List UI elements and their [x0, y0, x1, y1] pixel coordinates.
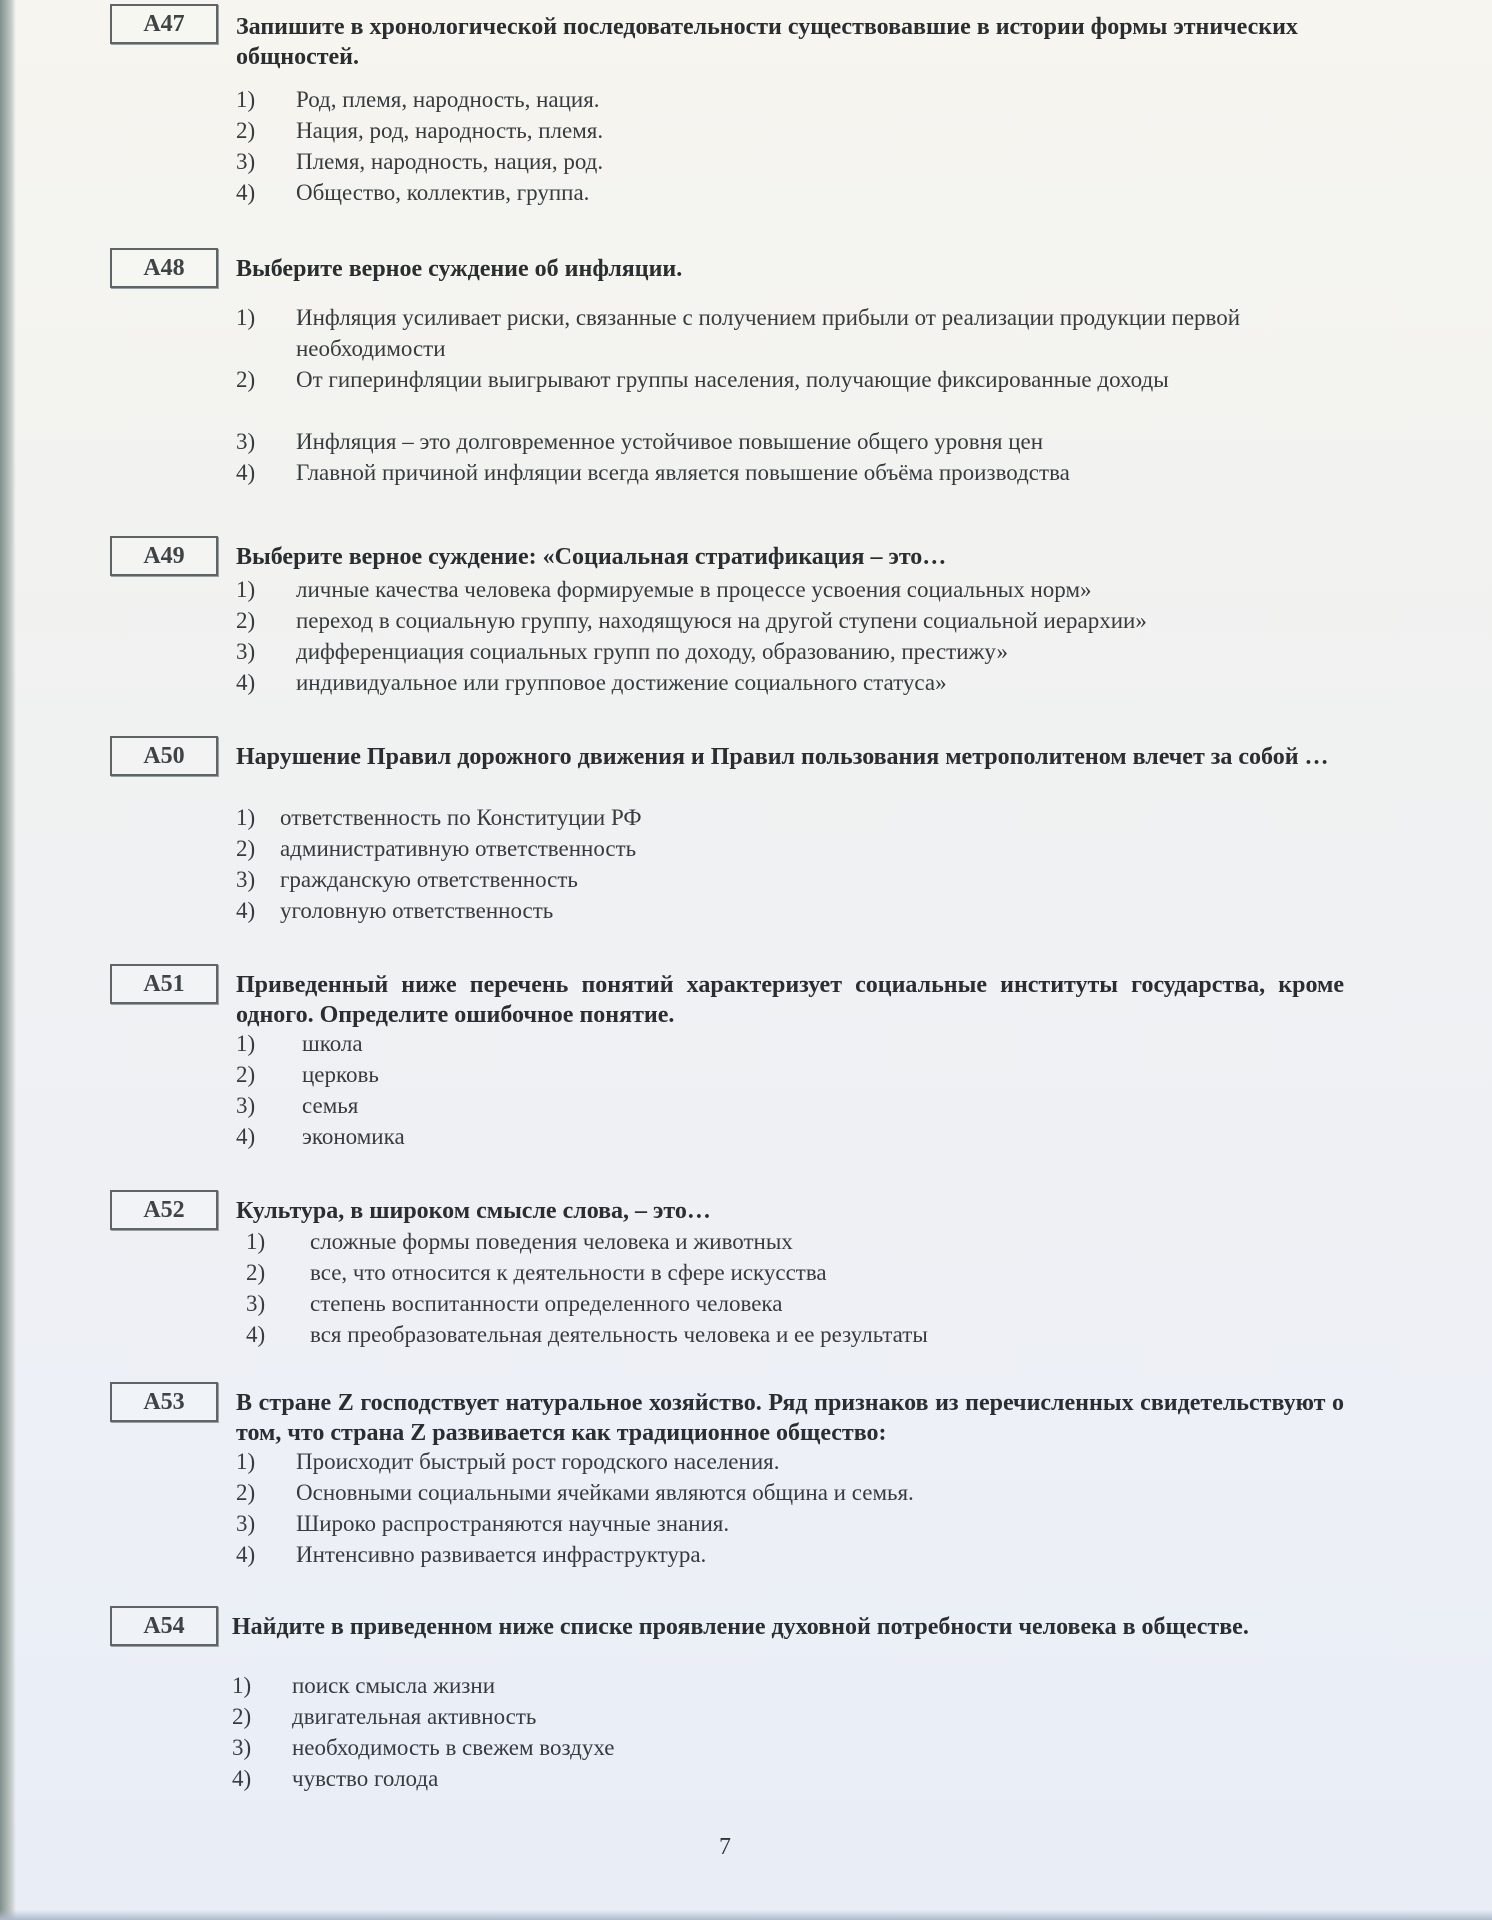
option-number: 1) — [236, 1449, 256, 1474]
option-number: 4) — [236, 180, 256, 205]
option — [236, 1090, 1356, 1121]
option-text: церковь — [302, 1062, 379, 1087]
option-text: сложные формы поведения человека и животных — [310, 1229, 793, 1254]
question-number: А47 — [110, 4, 218, 44]
option-number: 2) — [236, 118, 256, 143]
option-number: 1) — [232, 1673, 252, 1698]
option-number: 1) — [236, 305, 256, 330]
question-number: А53 — [110, 1382, 218, 1422]
option-number: 4) — [236, 670, 256, 695]
question-stem: Выберите верное суждение об инфляции. — [236, 256, 683, 282]
option-text: Инфляция усиливает риски, связанные с получением прибыли от реализации продукции первой необходимости — [296, 305, 1241, 361]
option-text: Нация, род, народность, племя. — [296, 118, 604, 143]
option — [236, 1446, 1356, 1477]
option-number: 4) — [236, 460, 256, 485]
options-list — [232, 1670, 1352, 1794]
option-text: школа — [302, 1031, 363, 1056]
options-list — [236, 574, 1356, 698]
option-text: двигательная активность — [292, 1704, 537, 1729]
option — [236, 146, 1356, 177]
option-text: Интенсивно развивается инфраструктура. — [296, 1542, 707, 1567]
options-list — [236, 302, 1356, 488]
question-number: А54 — [110, 1606, 218, 1646]
option-number: 4) — [246, 1322, 266, 1347]
option-number: 4) — [236, 898, 256, 923]
option — [236, 895, 1356, 926]
option — [236, 833, 1356, 864]
option — [236, 84, 1356, 115]
options-list — [236, 802, 1356, 926]
option-number: 3) — [232, 1735, 252, 1760]
option — [236, 364, 1356, 426]
option-number: 1) — [236, 577, 256, 602]
page-left-edge — [0, 0, 16, 1920]
option — [236, 1477, 1356, 1508]
option — [236, 1028, 1356, 1059]
question-stem: Найдите в приведенном ниже списке проявление духовной потребности человека в обществе. — [232, 1614, 1249, 1640]
option-text: ответственность по Конституции РФ — [280, 805, 642, 830]
option-text: поиск смысла жизни — [292, 1673, 496, 1698]
question-number: А52 — [110, 1190, 218, 1230]
question-number: А48 — [110, 248, 218, 288]
question-stem: Запишите в хронологической последовательности существовавшие в истории формы этнических общностей. — [236, 14, 1298, 70]
option-text: Род, племя, народность, нация. — [296, 87, 600, 112]
question-stem: В стране Z господствует натуральное хозяйство. Ряд признаков из перечисленных свидетельствуют о том, что страна Z развивается как традиционное общество: — [236, 1390, 1344, 1446]
question-stem: Приведенный ниже перечень понятий характеризует социальные институты государства, кроме одного. Определите ошибочное понятие. — [236, 972, 1344, 1028]
question-stem: Выберите верное суждение: «Социальная стратификация – это… — [236, 544, 947, 570]
question-stem: Культура, в широком смысле слова, – это… — [236, 1198, 711, 1224]
option-text: Происходит быстрый рост городского населения. — [296, 1449, 780, 1474]
option-text: переход в социальную группу, находящуюся на другой ступени социальной иерархии» — [296, 608, 1147, 633]
question-number: А51 — [110, 964, 218, 1004]
option-number: 3) — [236, 429, 256, 454]
option-text: Племя, народность, нация, род. — [296, 149, 604, 174]
option-text: административную ответственность — [280, 836, 637, 861]
option — [236, 1059, 1356, 1090]
option — [236, 1121, 1356, 1152]
option-text: экономика — [302, 1124, 405, 1149]
option-number: 2) — [236, 1062, 256, 1087]
option-text: гражданскую ответственность — [280, 867, 578, 892]
option-text: личные качества человека формируемые в процессе усвоения социальных норм» — [296, 577, 1092, 602]
option — [236, 426, 1356, 457]
option — [236, 802, 1356, 833]
question-stem: Нарушение Правил дорожного движения и Правил пользования метрополитеном влечет за собой … — [236, 744, 1329, 770]
option-number: 1) — [236, 1031, 256, 1056]
option-text: Главной причиной инфляции всегда является повышение объёма производства — [296, 460, 1070, 485]
option-number: 2) — [246, 1260, 266, 1285]
page-bottom-edge — [0, 1910, 1492, 1920]
options-list — [236, 84, 1356, 208]
option-text: индивидуальное или групповое достижение социального статуса» — [296, 670, 947, 695]
option — [236, 1508, 1356, 1539]
question-number: А50 — [110, 736, 218, 776]
option-number: 2) — [232, 1704, 252, 1729]
option-number: 2) — [236, 367, 256, 392]
option-number: 3) — [236, 867, 256, 892]
option-number: 1) — [236, 805, 256, 830]
option — [236, 605, 1356, 636]
option-text: Общество, коллектив, группа. — [296, 180, 590, 205]
option-number: 2) — [236, 836, 256, 861]
option — [236, 457, 1356, 488]
option-number: 4) — [236, 1124, 256, 1149]
option-number: 4) — [236, 1542, 256, 1567]
option-text: степень воспитанности определенного человека — [310, 1291, 783, 1316]
option-number: 2) — [236, 1480, 256, 1505]
option-number: 4) — [232, 1766, 252, 1791]
option-number: 2) — [236, 608, 256, 633]
option-number: 3) — [236, 639, 256, 664]
option-number: 3) — [236, 1093, 256, 1118]
option-text: дифференциация социальных групп по доходу, образованию, престижу» — [296, 639, 1008, 664]
option — [232, 1670, 1352, 1701]
option-text: Инфляция – это долговременное устойчивое повышение общего уровня цен — [296, 429, 1044, 454]
option — [232, 1701, 1352, 1732]
page-number: 7 — [719, 1834, 731, 1860]
option — [236, 177, 1356, 208]
option — [246, 1288, 1366, 1319]
option-text: все, что относится к деятельности в сфере искусства — [310, 1260, 827, 1285]
option-number: 3) — [246, 1291, 266, 1316]
option-number: 3) — [236, 1511, 256, 1536]
options-list — [236, 1028, 1356, 1152]
option — [232, 1763, 1352, 1794]
option-text: чувство голода — [292, 1766, 439, 1791]
option — [246, 1257, 1366, 1288]
option — [236, 864, 1356, 895]
option-number: 1) — [246, 1229, 266, 1254]
option-text: Основными социальными ячейками являются община и семья. — [296, 1480, 914, 1505]
option-text: От гиперинфляции выигрывают группы населения, получающие фиксированные доходы — [296, 367, 1169, 392]
option — [236, 302, 1356, 364]
option — [232, 1732, 1352, 1763]
option — [236, 1539, 1356, 1570]
option — [246, 1319, 1366, 1350]
option-text: вся преобразовательная деятельность человека и ее результаты — [310, 1322, 928, 1347]
option-number: 3) — [236, 149, 256, 174]
option-text: уголовную ответственность — [280, 898, 554, 923]
question-number: А49 — [110, 536, 218, 576]
option — [246, 1226, 1366, 1257]
option — [236, 667, 1356, 698]
option-text: семья — [302, 1093, 359, 1118]
option-text: Широко распространяются научные знания. — [296, 1511, 730, 1536]
option-number: 1) — [236, 87, 256, 112]
option — [236, 574, 1356, 605]
options-list — [236, 1446, 1356, 1570]
options-list — [246, 1226, 1366, 1350]
option — [236, 115, 1356, 146]
option-text: необходимость в свежем воздухе — [292, 1735, 615, 1760]
option — [236, 636, 1356, 667]
